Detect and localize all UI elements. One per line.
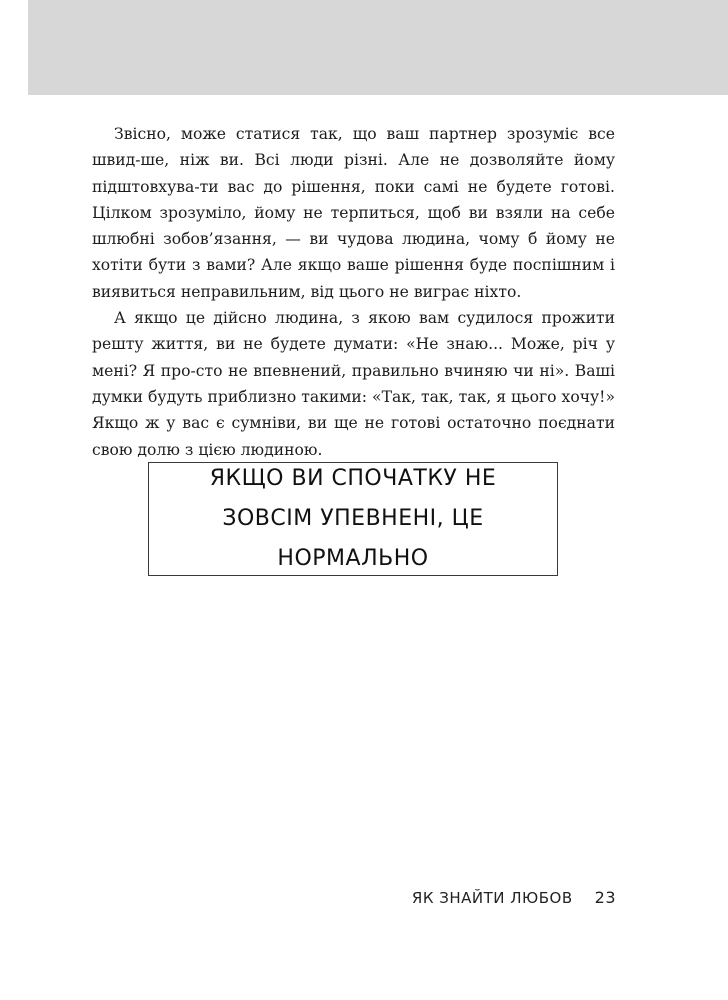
body-text [92, 121, 615, 463]
pull-quote-box [148, 462, 558, 576]
page-number: 23 [594, 888, 616, 907]
pull-quote-text: ЯКЩО ВИ СПОЧАТКУ НЕ ЗОВСІМ УПЕВНЕНІ, ЦЕ НОРМАЛЬНО [209, 466, 497, 571]
paragraph-2: А якщо це дійсно людина, з якою вам судилося прожити решту життя, ви не будете думати: «Не знаю... Може, річ у мені? Я про-сто не впевнений, правильно вчиняю чи ні». Ваші думки будуть приблизно такими: «Так, так, так, я цього хочу!» Якщо ж у вас є сумніви, ви ще не готові остаточно поєднати свою долю з цією людиною. [92, 309, 615, 459]
page-footer [412, 888, 616, 907]
header-band [28, 0, 728, 95]
paragraph-1: Звісно, може статися так, що ваш партнер зрозуміє все швид-ше, ніж ви. Всі люди різні. Але не дозволяйте йому підштовхува-ти вас до рішення, поки самі не будете готові. Цілком зрозуміло, йому не терпиться, щоб ви взяли на себе шлюбні зобов’язання, — ви чудова людина, чому б йому не хотіти бути з вами? Але якщо ваше рішення буде поспішним і виявиться неправильним, від цього не виграє ніхто. [92, 125, 615, 301]
running-title: ЯК ЗНАЙТИ ЛЮБОВ [411, 889, 573, 907]
